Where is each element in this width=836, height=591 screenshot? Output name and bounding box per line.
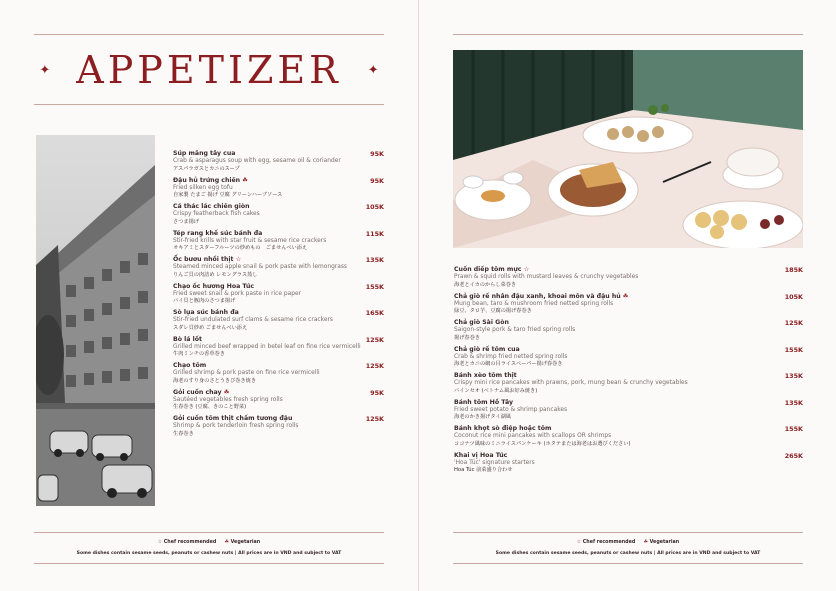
right-page — [418, 0, 836, 591]
menu-item-japanese: 海老とカニの網の目ライスペーパー揚げ春巻き — [454, 361, 563, 367]
menu-item-japanese: 揚げ春巻き — [454, 334, 480, 341]
menu-item-japanese: 緑豆、タロ芋、豆腐の揚げ春巻き — [454, 308, 532, 314]
menu-item-price: 135K — [784, 398, 803, 407]
chef-recommended-label: Chef recommended — [163, 540, 217, 545]
menu-item-japanese: スダレ貝炒め ごませんべい添え — [173, 324, 248, 331]
menu-item-name: Cuốn diếp tôm mực ☆ — [454, 266, 530, 273]
menu-item-price: 125K — [365, 362, 384, 370]
menu-item-japanese: アスパラガスとカニのスープ — [173, 165, 240, 172]
star-icon: ☆ — [157, 540, 163, 545]
menu-item-japanese: 生春巻き (豆腐、きのこと野菜) — [173, 404, 247, 410]
menu-item-japanese: ココナツ風味のミニライスパンケーキ (ホタテまたは海老はお選びください) — [454, 440, 631, 447]
allergen-note: Some dishes contain sesame seeds, peanuts or cashew nuts | All prices are in VND and subject to VAT — [76, 551, 342, 556]
leaf-icon: ☘ — [224, 540, 229, 545]
menu-item-price: 165K — [365, 309, 384, 317]
right-menu-list — [454, 266, 803, 478]
menu-item-name: Tép rang khế súc bánh đa — [173, 229, 263, 237]
legend — [453, 540, 803, 545]
menu-item-description: 'Hoa Túc' signature starters — [454, 459, 535, 466]
menu-item — [173, 203, 384, 226]
menu-item-name: Chạo ốc hương Hoa Túc — [173, 282, 255, 290]
menu-item-price: 95K — [370, 176, 384, 185]
menu-item-japanese: バイ貝と豚肉のさつま揚げ — [173, 298, 236, 304]
sparkle-icon: ✦ — [367, 62, 379, 78]
menu-item — [454, 346, 803, 369]
bottom-rule — [34, 563, 384, 564]
menu-item — [173, 150, 384, 173]
menu-item-name: Gỏi cuốn tôm thịt chấm tương đậu — [173, 415, 293, 422]
menu-item-price: 185K — [784, 266, 803, 274]
leaf-icon: ☘ — [643, 540, 648, 545]
menu-item-name: Gỏi cuốn chay ☘ — [173, 388, 230, 396]
menu-item-description: Grilled shrimp & pork paste on fine rice vermicelli — [173, 370, 320, 376]
menu-item-name: Bánh tôm Hồ Tây — [454, 398, 513, 406]
menu-item-description: Grilled minced beef wrapped in betel leaf on fine rice vermicelli — [173, 343, 361, 350]
menu-item-mark: ☘ — [242, 176, 248, 184]
menu-item-price: 125K — [365, 335, 384, 344]
menu-item — [454, 319, 803, 342]
left-menu-list — [173, 150, 384, 442]
menu-item-mark: ☘ — [622, 292, 629, 300]
menu-item — [173, 177, 384, 200]
menu-item-price: 125K — [784, 319, 803, 327]
menu-item-description: Crab & asparagus soup with egg, sesame oil & coriander — [173, 158, 341, 164]
menu-item-name: Bánh xèo tôm thịt — [454, 372, 517, 379]
menu-item-japanese: オキアミとスターフルーツの炒めもの ごませんべい添え — [173, 245, 308, 251]
menu-item-name: Chả giò rế nhân đậu xanh, khoai môn và đậu hủ ☘ — [454, 292, 629, 300]
menu-item — [173, 362, 384, 385]
title-rule — [34, 104, 384, 105]
menu-item-mark: ☆ — [523, 266, 530, 273]
footer-rule — [34, 532, 384, 533]
menu-item-name: Sò lụa súc bánh đa — [173, 309, 239, 316]
menu-item-description: Saigon-style pork & taro fried spring rolls — [454, 327, 576, 333]
menu-item-description: Crispy featherback fish cakes — [173, 211, 260, 217]
menu-item-description: Coconut rice mini pancakes with scallops OR shrimps — [454, 433, 612, 439]
menu-item-japanese: りんご貝の肉詰め レモングラス蒸し — [173, 271, 258, 278]
chef-recommended-label: Chef recommended — [582, 540, 636, 545]
menu-item-price: 155K — [365, 282, 384, 291]
menu-item-name: Chạo tôm — [173, 362, 207, 369]
menu-item-price: 265K — [784, 451, 803, 460]
menu-item-name: Bò lá lốt — [173, 335, 202, 343]
vegetarian-label: Vegetarian — [230, 540, 261, 545]
menu-item-description: Prawn & squid rolls with mustard leaves & crunchy vegetables — [454, 274, 639, 280]
menu-item-price: 155K — [784, 345, 803, 354]
menu-item-description: Fried silken egg tofu — [173, 184, 233, 191]
menu-item-japanese: さつま揚げ — [173, 218, 199, 225]
menu-item-japanese: 海老のかき揚げタイ湖風 — [454, 414, 511, 420]
menu-item-price: 95K — [370, 150, 384, 158]
menu-item-name: Súp măng tây cua — [173, 150, 236, 157]
top-rule — [34, 34, 384, 35]
legend — [34, 540, 384, 545]
page-title: APPETIZER — [76, 48, 342, 92]
menu-item-name: Bánh khọt sò điệp hoặc tôm — [454, 425, 552, 432]
title-row — [34, 44, 384, 96]
menu-item-price: 125K — [365, 415, 384, 423]
menu-item-description: Fried sweet snail & pork paste in rice paper — [173, 290, 302, 297]
menu-item-japanese: 海老とイカのからし菜巻き — [454, 281, 517, 288]
menu-item — [173, 336, 384, 359]
menu-item-name: Chả giò rế tôm cua — [454, 345, 520, 353]
menu-item-name: Chả giò Sài Gòn — [454, 319, 509, 326]
menu-item-description: Stir-fried krills with star fruit & sesame rice crackers — [173, 237, 327, 244]
sparkle-icon: ✦ — [39, 62, 51, 78]
bottom-rule — [453, 563, 803, 564]
menu-item — [454, 266, 803, 289]
menu-item-japanese: 生春巻き — [173, 430, 194, 437]
menu-item-price: 105K — [365, 203, 384, 211]
menu-item-description: Stir-fried undulated surf clams & sesame rice crackers — [173, 317, 333, 323]
menu-item-japanese: 海老のすり身のさとうきび巻き焼き — [173, 377, 257, 384]
menu-item-name: Đậu hủ trứng chiên ☘ — [173, 176, 248, 184]
menu-item-price: 155K — [784, 425, 803, 433]
menu-item-name: Ốc bươu nhồi thịt ☆ — [173, 256, 242, 263]
allergen-note: Some dishes contain sesame seeds, peanuts or cashew nuts | All prices are in VND and subject to VAT — [495, 551, 761, 556]
food-table-photo — [453, 50, 803, 248]
footer-rule — [453, 532, 803, 533]
menu-item — [454, 425, 803, 448]
menu-item — [454, 399, 803, 422]
menu-item-description: Shrimp & pork tenderloin fresh spring rolls — [173, 423, 299, 429]
menu-item — [173, 256, 384, 279]
star-icon: ☆ — [576, 540, 582, 545]
menu-item-description: Sautéed vegetables fresh spring rolls — [173, 396, 283, 403]
menu-item-japanese: Hoa Túc 前菜盛り合わせ — [454, 467, 513, 473]
menu-item-name: Khai vị Hoa Túc — [454, 451, 508, 459]
menu-item — [173, 309, 384, 332]
menu-item-mark: ☆ — [235, 256, 242, 263]
menu-item — [173, 415, 384, 438]
menu-item — [454, 452, 803, 475]
menu-item — [454, 293, 803, 316]
vegetarian-label: Vegetarian — [649, 540, 680, 545]
menu-item-price: 135K — [784, 372, 803, 380]
menu-item-japanese: 牛肉ミンチの香草巻き — [173, 351, 225, 357]
top-rule — [453, 34, 803, 35]
menu-item-japanese: 自家製 たまご 揚げ 豆腐 グリーンハーブソース — [173, 192, 283, 198]
footer — [453, 540, 803, 556]
menu-item-description: Steamed minced apple snail & pork paste with lemongrass — [173, 264, 347, 270]
menu-item-japanese: バインセオ (ベトナム風お好み焼き) — [454, 387, 538, 394]
menu-item-price: 95K — [370, 388, 384, 397]
menu-item-price: 105K — [784, 292, 803, 301]
menu-item-description: Crab & shrimp fried netted spring rolls — [454, 353, 568, 360]
footer — [34, 540, 384, 556]
menu-item-name: Cá thác lác chiên giòn — [173, 203, 250, 210]
menu-item — [173, 389, 384, 412]
menu-item-description: Fried sweet potato & shrimp pancakes — [454, 406, 568, 413]
menu-item-price: 115K — [365, 229, 384, 238]
menu-item — [454, 372, 803, 395]
menu-item — [173, 230, 384, 253]
menu-item — [173, 283, 384, 306]
vintage-street-photo — [36, 135, 155, 506]
menu-item-mark: ☘ — [223, 388, 230, 396]
menu-item-description: Mung bean, taro & mushroom fried netted spring rolls — [454, 300, 614, 307]
menu-item-description: Crispy mini rice pancakes with prawns, pork, mung bean & crunchy vegetables — [454, 380, 688, 386]
menu-item-price: 135K — [365, 256, 384, 264]
